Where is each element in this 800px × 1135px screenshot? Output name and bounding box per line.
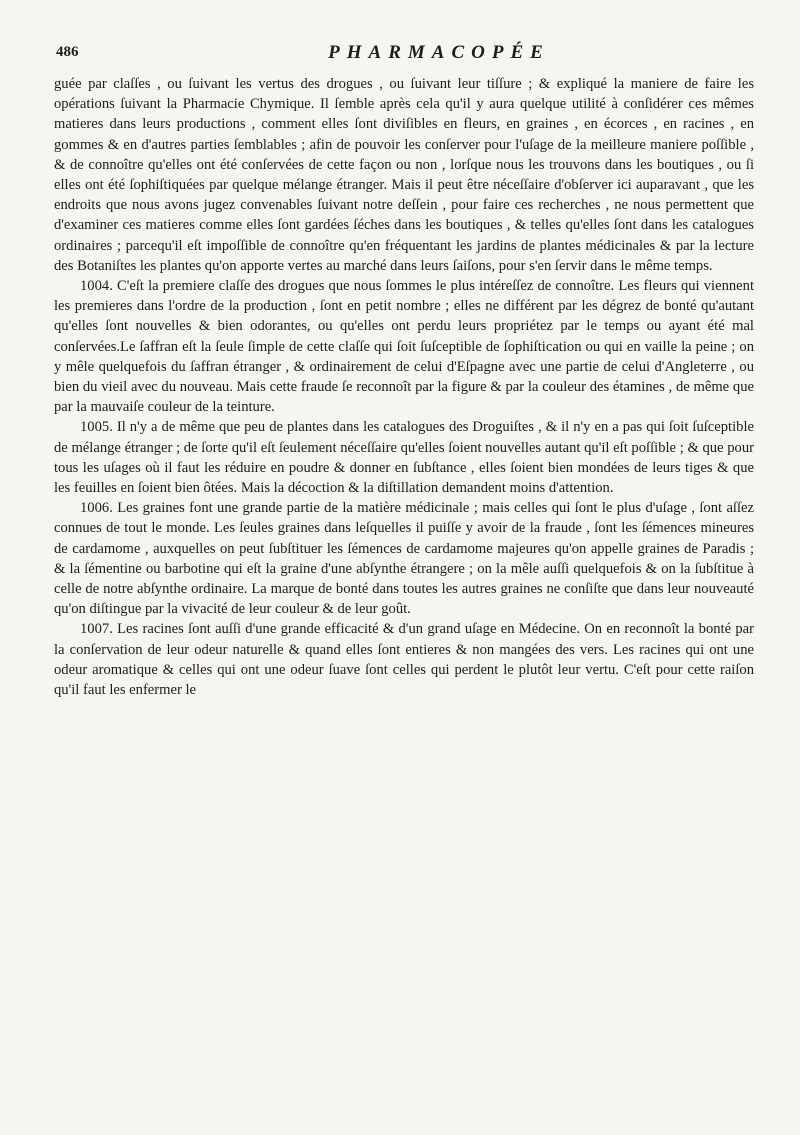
running-title: PHARMACOPÉE [328, 42, 550, 63]
page-number: 486 [56, 44, 79, 60]
body-text [54, 74, 754, 700]
paragraph-1007: 1007. Les racines ſont auſſi d'une grande efficacité & d'un grand uſage en Médecine. On en reconnoît la bonté par la conſervation de leur odeur naturelle & quand elles ſont entieres & non mangées des vers. Les racines qui ont une odeur aromatique & celles qui ont une odeur ſuave ſont celles qui perdent le plutôt leur vertu. C'eſt pour cette raiſon qu'il faut les enfermer le [54, 621, 754, 699]
page-header [54, 44, 754, 70]
paragraph-1006: 1006. Les graines font une grande partie de la matière médicinale ; mais celles qui ſont le plus d'uſage , ſont aſſez connues de tout le monde. Les ſeules graines dans leſquelles il puiſſe y avoir de la fraude , ſont les ſémences mineures de cardamome , auxquelles on peut ſubſtituer les ſémences de cardamome majeures qu'on appelle graines de Paradis ; & la ſémentine ou barbotine qui eſt la graine d'une abſynthe étrangere ; on la mêle auſſi quelquefois & on la ſubſtitue à celle de notre abſynthe ordinaire. La marque de bonté dans toutes les autres graines ne conſiſte que dans leur nouveauté qu'on diſtingue par la vivacité de leur couleur & de leur goût. [54, 500, 754, 618]
paragraph-continuation: guée par claſſes , ou ſuivant les vertus des drogues , ou ſuivant leur tiſſure ; & expliqué la maniere de faire les opérations ſuivant la Pharmacie Chymique. Il ſemble après cela qu'il y aura quelque utilité à conſidérer ces mêmes matieres dans leurs productions , comment elles ſont diviſibles en fleurs, en graines , en écorces , en racines , en gommes & en d'autres parties ſemblables ; afin de pouvoir les conſerver pour l'uſage de la meilleure maniere poſſible , & de connoître qu'elles ont été conſervées de cette façon ou non , lorſque nous les trouvons dans les boutiques , ou ſi elles ont été ſophiſtiquées par quelque mélange étranger. Mais il peut être néceſſaire d'obſerver ici auparavant , que les endroits que nous avons jugez convenables ſuivant notre deſſein , pour faire ces recherches , ne nous permettent que d'examiner ces matieres comme elles ſont gardées ſéches dans les boutiques , & telles qu'elles ſont dans les catalogues ordinaires ; parcequ'il eſt impoſſible de connoître qu'en fréquentant les jardins de plantes médicinales & par la lecture des Botaniſtes les plantes qu'on apporte vertes au marché dans leurs ſaiſons, pour s'en ſervir dans le même temps. [54, 76, 754, 274]
paragraph-1005: 1005. Il n'y a de même que peu de plantes dans les catalogues des Droguiſtes , & il n'y en a pas qui ſoit ſuſceptible de mélange étranger ; de ſorte qu'il eſt ſeulement néceſſaire qu'elles ſoient nouvelles autant qu'il eſt poſſible ; & que pour tous les uſages où il faut les réduire en poudre & donner en ſubſtance , elles ſoient bien mondées de leurs tiges & que les feuilles en ſoient bien ôtées. Mais la décoction & la diſtillation demandent moins d'attention. [54, 419, 754, 497]
paragraph-1004: 1004. C'eſt la premiere claſſe des drogues que nous ſommes le plus intéreſſez de connoître. Les fleurs qui viennent les premieres dans l'ordre de la production , ſont en petit nombre ; elles ne différent par les dégrez de bonté qu'autant qu'elles ſont nouvelles & bien odorantes, ou qu'elles ont perdu leurs propriétez par le temps ou ayant été mal conſervées.Le ſaffran eſt la ſeule ſimple de cette claſſe qui ſoit ſuſceptible de ſophiſtication ou qui en vaille la peine ; on y mêle quelquefois du ſaffran étranger , & ordinairement de celui d'Eſpagne avec une partie de celui d'Angleterre , ou bien du vieil avec du nouveau. Mais cette fraude ſe reconnoît par la figure & par la couleur des étamines , de même que par la mauvaiſe couleur de la teinture. [54, 278, 754, 416]
